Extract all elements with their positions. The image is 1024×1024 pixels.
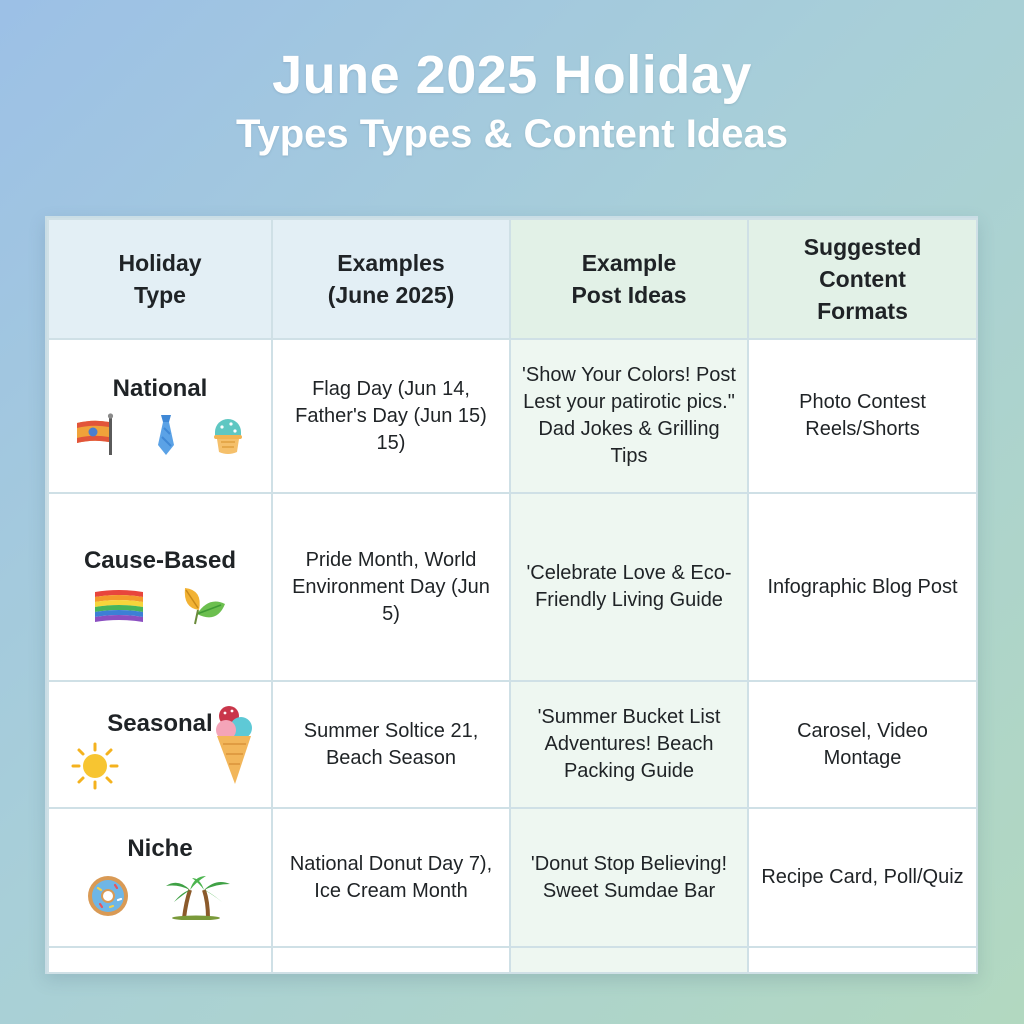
examples-cell: Pride Month, World Environment Day (Jun 5) [272,493,510,681]
holiday-type-cell [48,808,272,947]
holiday-type-cell [48,681,272,808]
empty-table-row [48,947,977,973]
post-ideas-cell: 'Celebrate Love & Eco-Friendly Living Guide [510,493,748,681]
holiday-type-label: Seasonal [107,709,213,737]
post-ideas-cell: 'Show Your Colors! Post Lest your patirotic pics." Dad Jokes & Grilling Tips [510,339,748,493]
header-examples: Examples (June 2025) [272,219,510,339]
necktie-icon [155,413,177,457]
empty-cell [510,947,748,973]
table-row [48,681,977,808]
header-content-formats: Suggested Content Formats [748,219,977,339]
holiday-type-label: Cause-Based [83,546,237,574]
empty-cell [748,947,977,973]
header-holiday-type: Holiday Type [48,219,272,339]
empty-cell [48,947,272,973]
ice-cream-icon [213,702,255,788]
content-formats-cell: Carosel, Video Montage [748,681,977,808]
palm-trees-icon [164,872,234,920]
content-formats-cell: Infographic Blog Post [748,493,977,681]
content-formats-cell: Photo Contest Reels/Shorts [748,339,977,493]
page-title: June 2025 Holiday [272,45,752,105]
rainbow-flag-icon [93,588,145,624]
holiday-type-cell [48,339,272,493]
ice-cream-cone-icon [211,412,245,458]
holiday-type-cell [48,493,272,681]
holiday-table [45,216,978,974]
holiday-type-icons [53,872,267,920]
content-formats-cell: Recipe Card, Poll/Quiz [748,808,977,947]
holiday-table-grid [47,218,978,974]
sun-icon [71,742,119,790]
seasonal-type-group [53,700,267,790]
post-ideas-cell: 'Summer Bucket List Adventures! Beach Packing Guide [510,681,748,808]
examples-cell: Summer Soltice 21, Beach Season [272,681,510,808]
table-row [48,339,977,493]
holiday-type-icons [53,584,267,628]
empty-cell [272,947,510,973]
donut-icon [86,874,130,918]
examples-cell: Flag Day (Jun 14, Father's Day (Jun 15) 15) [272,339,510,493]
holiday-type-icons [53,412,267,458]
flag-icon [75,413,121,457]
header-post-ideas: Example Post Ideas [510,219,748,339]
holiday-type-label: Niche [127,835,193,862]
examples-cell: National Donut Day 7), Ice Cream Month [272,808,510,947]
page-subtitle: Types Types & Content Ideas [236,112,788,156]
holiday-type-label: National [112,374,208,402]
table-row [48,808,977,947]
post-ideas-cell: 'Donut Stop Believing! Sweet Sumdae Bar [510,808,748,947]
leaves-icon [179,584,227,628]
table-header-row [48,219,977,339]
table-row [48,493,977,681]
